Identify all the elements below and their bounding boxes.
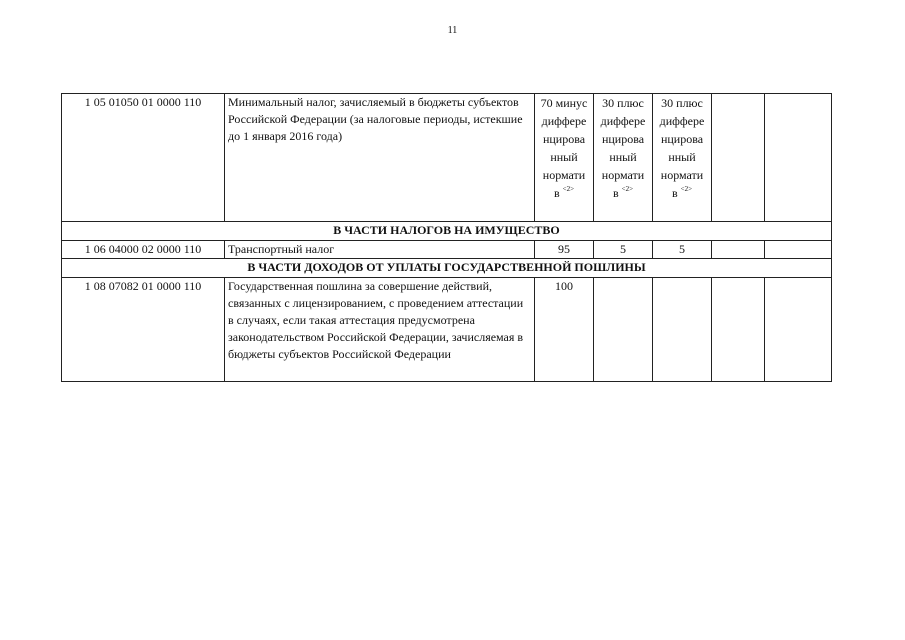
norm-cell-2 xyxy=(594,94,653,222)
empty-cell xyxy=(712,241,765,259)
norm-line: нормати xyxy=(660,168,704,182)
empty-cell xyxy=(765,241,832,259)
norm-cell-3 xyxy=(653,94,712,222)
revenue-name-cell: Государственная пошлина за совершение действий, связанных с лицензированием, с проведением аттестации в случаях, если такая аттестация предусмотрена законодательством Российской Федерации, зачисляемая в бюджеты субъектов Российской Федерации xyxy=(225,278,535,382)
empty-cell xyxy=(653,278,712,382)
norm-cell-1 xyxy=(535,94,594,222)
norm-line: диффере xyxy=(600,114,646,128)
norm-word: в xyxy=(671,186,678,200)
norm-line: нцирова xyxy=(660,132,704,146)
norm-line: 30 плюс xyxy=(661,96,703,110)
norm-line xyxy=(656,184,708,202)
norm-line: диффере xyxy=(659,114,705,128)
norm-line: нный xyxy=(668,150,696,164)
norm-value-cell-3: 5 xyxy=(653,241,712,259)
norm-word: в xyxy=(553,186,560,200)
page-number: 11 xyxy=(447,25,458,36)
table-row xyxy=(62,94,832,222)
norm-line: нормати xyxy=(601,168,645,182)
table-row xyxy=(62,278,832,382)
footnote-ref: <2> xyxy=(562,185,575,193)
budget-distribution-table xyxy=(61,93,832,382)
empty-cell xyxy=(594,278,653,382)
empty-cell xyxy=(765,278,832,382)
empty-cell xyxy=(712,94,765,222)
empty-cell xyxy=(765,94,832,222)
section-header-row xyxy=(62,222,832,241)
norm-line: нный xyxy=(550,150,578,164)
norm-line: нцирова xyxy=(542,132,586,146)
budget-code-cell: 1 06 04000 02 0000 110 xyxy=(62,241,225,259)
section-header-row xyxy=(62,259,832,278)
footnote-ref: <2> xyxy=(621,185,634,193)
norm-line: диффере xyxy=(541,114,587,128)
section-heading-state-duty: В ЧАСТИ ДОХОДОВ ОТ УПЛАТЫ ГОСУДАРСТВЕННОЙ ПОШЛИНЫ xyxy=(62,259,832,278)
norm-line xyxy=(597,184,649,202)
norm-line: нцирова xyxy=(601,132,645,146)
section-heading-property: В ЧАСТИ НАЛОГОВ НА ИМУЩЕСТВО xyxy=(62,222,832,241)
norm-value-cell-1: 100 xyxy=(535,278,594,382)
empty-cell xyxy=(712,278,765,382)
revenue-name-cell: Транспортный налог xyxy=(225,241,535,259)
table-row xyxy=(62,241,832,259)
revenue-name-cell: Минимальный налог, зачисляемый в бюджеты субъектов Российской Федерации (за налоговые периоды, истекшие до 1 января 2016 года) xyxy=(225,94,535,222)
norm-word: в xyxy=(612,186,619,200)
norm-line: нный xyxy=(609,150,637,164)
norm-line: 30 плюс xyxy=(602,96,644,110)
norm-line: нормати xyxy=(542,168,586,182)
norm-line xyxy=(538,184,590,202)
budget-code-cell: 1 05 01050 01 0000 110 xyxy=(62,94,225,222)
norm-value-cell-2: 5 xyxy=(594,241,653,259)
footnote-ref: <2> xyxy=(680,185,693,193)
norm-value-cell-1: 95 xyxy=(535,241,594,259)
budget-code-cell: 1 08 07082 01 0000 110 xyxy=(62,278,225,382)
norm-line: 70 минус xyxy=(540,96,588,110)
